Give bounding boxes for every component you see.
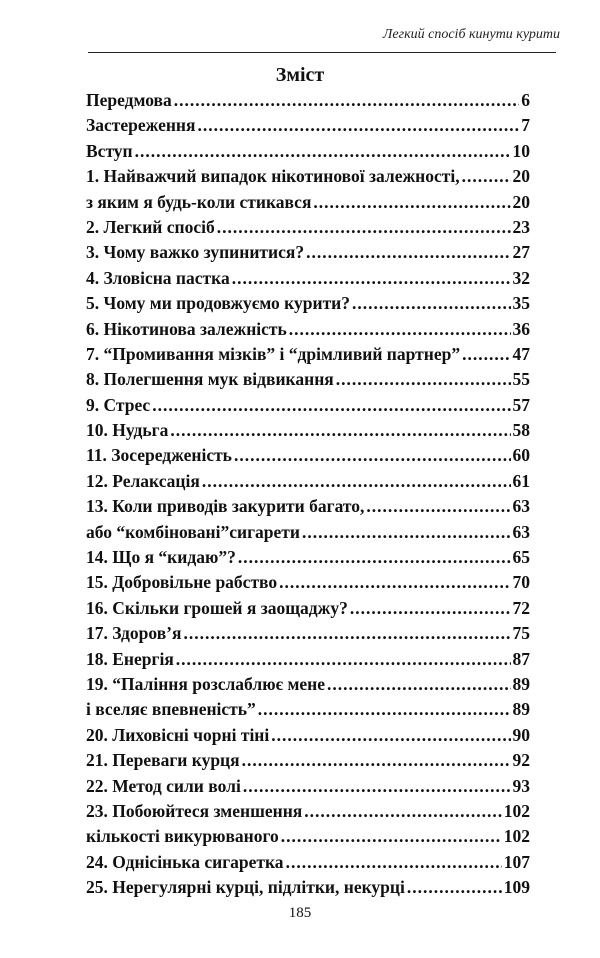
toc-entry	[86, 217, 530, 242]
toc-entry	[86, 395, 530, 420]
dot-leader	[336, 369, 511, 390]
dot-leader	[271, 725, 510, 746]
toc-entry-title: 25. Нерегулярні курці, підлітки, некурці	[86, 877, 405, 898]
dot-leader	[306, 242, 510, 263]
toc-entry-title: 14. Що я “кидаю”?	[86, 547, 236, 568]
toc-entry-title: 21. Переваги курця	[86, 750, 240, 771]
toc-entry-title: 15. Добровільне рабство	[86, 572, 278, 593]
toc-entry-page: 55	[512, 369, 530, 390]
toc-entry-page: 63	[512, 521, 530, 542]
dot-leader	[289, 319, 511, 340]
toc-entry	[86, 852, 530, 877]
toc-entry-page: 90	[512, 724, 530, 745]
toc-entry-title: 22. Метод сили волі	[86, 775, 241, 796]
toc-entry	[86, 826, 530, 851]
toc-entry	[86, 445, 530, 470]
toc-entry-title: 10. Нудьга	[86, 420, 169, 441]
toc-entry-page: 89	[512, 699, 530, 720]
toc-entry-page: 65	[512, 547, 530, 568]
dot-leader	[352, 293, 510, 314]
dot-leader	[183, 623, 510, 644]
toc-entry	[86, 141, 530, 166]
toc-entry-title: 2. Легкий спосіб	[86, 216, 215, 237]
toc-entry	[86, 572, 530, 597]
toc-entry-title: Вступ	[86, 140, 133, 161]
toc-entry-page: 47	[512, 343, 530, 364]
dot-leader	[170, 420, 510, 441]
toc-entry-title: 19. “Паління розслаблює мене	[86, 673, 326, 694]
dot-leader	[286, 852, 502, 873]
dot-leader	[366, 496, 510, 517]
toc-entry-page: 23	[512, 216, 530, 237]
dot-leader	[197, 115, 519, 136]
toc-entry-page: 102	[503, 826, 530, 847]
dot-leader	[176, 649, 511, 670]
dot-leader	[313, 192, 510, 213]
toc-entry-title: 3. Чому важко зупинитися?	[86, 242, 305, 263]
toc-entry	[86, 369, 530, 394]
toc-entry	[86, 471, 530, 496]
toc-entry-title: Передмова	[86, 90, 172, 110]
toc-entry-page: 107	[503, 851, 530, 872]
toc-entry-title: 12. Релаксація	[86, 470, 200, 491]
toc-entry-page: 72	[512, 597, 530, 618]
toc-entry	[86, 522, 530, 547]
toc-entry	[86, 776, 530, 801]
toc-entry	[86, 877, 530, 902]
dot-leader	[407, 877, 502, 898]
toc-entry-page: 92	[512, 750, 530, 771]
toc-entry-page: 58	[512, 420, 530, 441]
toc-entry	[86, 674, 530, 699]
dot-leader	[304, 801, 501, 822]
toc-entry	[86, 192, 530, 217]
toc-entry-title: 9. Стрес	[86, 394, 151, 415]
toc-entry-page: 20	[512, 166, 530, 187]
toc-entry-title: 5. Чому ми продовжуємо курити?	[86, 293, 351, 314]
toc-entry-title: 18. Енергія	[86, 648, 174, 669]
toc-entry-title: 1. Найважчий випадок нікотинової залежності,	[86, 166, 460, 187]
toc-entry-title: або “комбіновані”сигарети	[86, 521, 300, 542]
toc-entry-page: 109	[503, 877, 530, 898]
running-header-title: Легкий спосіб кинути курити	[382, 27, 560, 42]
toc-entry	[86, 293, 530, 318]
page-number: 185	[288, 905, 312, 921]
toc-entry	[86, 623, 530, 648]
dot-leader	[217, 217, 511, 238]
dot-leader	[258, 699, 511, 720]
dot-leader	[243, 776, 511, 797]
toc-entry-page: 93	[512, 775, 530, 796]
toc-entry	[86, 420, 530, 445]
toc-entry-title: і вселяє впевненість”	[86, 699, 256, 720]
dot-leader	[174, 90, 520, 111]
dot-leader	[234, 445, 511, 466]
toc-entry-title: 4. Зловісна пастка	[86, 267, 230, 288]
dot-leader	[238, 547, 511, 568]
dot-leader	[350, 598, 511, 619]
toc-entry-page: 10	[512, 140, 530, 161]
toc-entry-page: 6	[521, 90, 530, 110]
dot-leader	[202, 471, 511, 492]
toc-entry	[86, 547, 530, 572]
toc-entry-page: 32	[512, 267, 530, 288]
toc-entry	[86, 801, 530, 826]
toc-entry	[86, 242, 530, 267]
dot-leader	[152, 395, 510, 416]
toc-entry-title: з яким я будь-коли стикався	[86, 191, 312, 212]
toc-entry-page: 70	[512, 572, 530, 593]
toc-entry-title: 13. Коли приводів закурити багато,	[86, 496, 365, 517]
toc-entry-title: 8. Полегшення мук відвикання	[86, 369, 334, 390]
toc-entry-page: 57	[512, 394, 530, 415]
toc-entry	[86, 496, 530, 521]
header-divider	[88, 52, 556, 53]
toc-entry	[86, 90, 530, 115]
dot-leader	[242, 750, 511, 771]
dot-leader	[302, 522, 511, 543]
toc-entry-page: 20	[512, 191, 530, 212]
toc-entry-title: 6. Нікотинова залежність	[86, 318, 287, 339]
toc-entry-page: 89	[512, 673, 530, 694]
toc-entry-title: 20. Лиховісні чорні тіні	[86, 724, 270, 745]
toc-entry	[86, 166, 530, 191]
toc-entry-page: 36	[512, 318, 530, 339]
toc-entry	[86, 319, 530, 344]
toc-entry	[86, 649, 530, 674]
toc-entry-title: 24. Однісінька сигаретка	[86, 851, 284, 872]
dot-leader	[462, 166, 511, 187]
toc-entry	[86, 115, 530, 140]
toc-entry-page: 87	[512, 648, 530, 669]
toc-entry-title: 17. Здоров’я	[86, 623, 182, 644]
toc-entry-title: 16. Скільки грошей я заощаджу?	[86, 597, 348, 618]
toc-entry	[86, 598, 530, 623]
toc-entry-title: Застереження	[86, 115, 196, 136]
dot-leader	[279, 572, 510, 593]
toc-entry	[86, 725, 530, 750]
toc-entry-page: 61	[512, 470, 530, 491]
toc-entry-page: 27	[512, 242, 530, 263]
toc-entry-title: кількості викурюваного	[86, 826, 279, 847]
dot-leader	[232, 268, 511, 289]
toc-heading: Зміст	[275, 64, 325, 86]
toc-entry-title: 23. Побоюйтеся зменшення	[86, 800, 303, 821]
dot-leader	[135, 141, 511, 162]
toc-entry	[86, 750, 530, 775]
toc-entry-title: 11. Зосередженість	[86, 445, 232, 466]
toc-entry-page: 35	[512, 293, 530, 314]
dot-leader	[327, 674, 510, 695]
toc-entry	[86, 268, 530, 293]
toc-entry-title: 7. “Промивання мізків” і “дрімливий партнер”	[86, 343, 461, 364]
toc-entry	[86, 344, 530, 369]
toc-entry-page: 60	[512, 445, 530, 466]
dot-leader	[462, 344, 510, 365]
toc-entry-page: 102	[503, 800, 530, 821]
toc-entry	[86, 699, 530, 724]
toc-entry-page: 63	[512, 496, 530, 517]
table-of-contents	[86, 90, 530, 903]
dot-leader	[281, 826, 502, 847]
toc-entry-page: 75	[512, 623, 530, 644]
toc-entry-page: 7	[521, 115, 530, 136]
